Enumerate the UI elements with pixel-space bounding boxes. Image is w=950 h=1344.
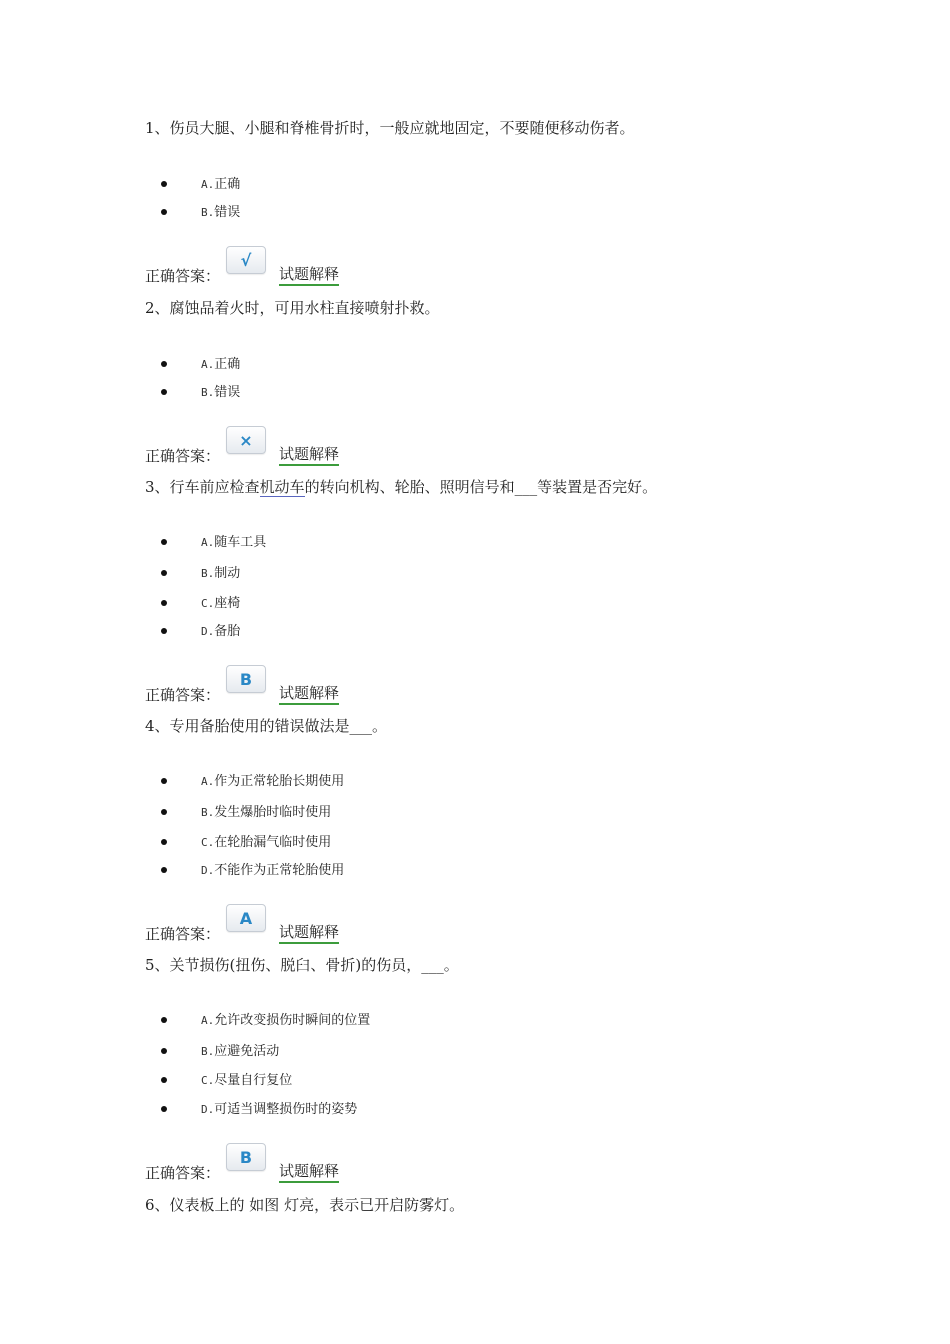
bullet-icon xyxy=(161,1017,167,1023)
option-letter: B. xyxy=(201,1045,215,1058)
option-letter: D. xyxy=(201,864,215,877)
answer-badge-a-icon: A xyxy=(226,904,266,932)
bullet-icon xyxy=(161,570,167,576)
question-1-text: 1、伤员大腿、小腿和脊椎骨折时，一般应就地固定，不要随便移动伤者。 xyxy=(145,119,635,137)
bullet-icon xyxy=(161,1106,167,1112)
explanation-link[interactable]: 试题解释 xyxy=(279,1161,339,1183)
option-letter: B. xyxy=(201,567,215,580)
option-letter: C. xyxy=(201,1074,215,1087)
option-letter: A. xyxy=(201,536,215,549)
option-text: 随车工具 xyxy=(214,535,267,550)
option-text: 正确 xyxy=(214,177,241,192)
question-1-option-b[interactable] xyxy=(0,203,600,223)
answer-label: 正确答案： xyxy=(145,1164,221,1182)
bullet-icon xyxy=(161,389,167,395)
option-text: 正确 xyxy=(214,357,241,372)
bullet-icon xyxy=(161,1077,167,1083)
question-3-option-b[interactable] xyxy=(0,564,600,584)
question-5-answer-row xyxy=(145,1143,445,1183)
option-text: 错误 xyxy=(214,385,241,400)
explanation-link[interactable]: 试题解释 xyxy=(279,683,339,705)
question-1-option-a[interactable] xyxy=(0,175,600,195)
question-5-option-c[interactable] xyxy=(0,1071,600,1091)
explanation-link[interactable]: 试题解释 xyxy=(279,922,339,944)
option-text: 可适当调整损伤时的姿势 xyxy=(214,1102,358,1117)
option-text: 座椅 xyxy=(214,596,241,611)
question-4-answer-row xyxy=(145,904,445,944)
bullet-icon xyxy=(161,539,167,545)
option-letter: A. xyxy=(201,178,215,191)
option-letter: B. xyxy=(201,806,215,819)
bullet-icon xyxy=(161,839,167,845)
option-letter: C. xyxy=(201,836,215,849)
option-letter: C. xyxy=(201,597,215,610)
option-text: 在轮胎漏气临时使用 xyxy=(214,835,332,850)
bullet-icon xyxy=(161,628,167,634)
question-2-answer-row xyxy=(145,426,445,466)
option-text: 应避免活动 xyxy=(214,1044,280,1059)
question-6-text: 6、仪表板上的 如图 灯亮，表示已开启防雾灯。 xyxy=(145,1196,465,1214)
bullet-icon xyxy=(161,181,167,187)
bullet-icon xyxy=(161,778,167,784)
bullet-icon xyxy=(161,1048,167,1054)
question-5-option-b[interactable] xyxy=(0,1042,600,1062)
vehicle-link[interactable]: 机动车 xyxy=(259,478,305,496)
explanation-link[interactable]: 试题解释 xyxy=(279,444,339,466)
option-letter: A. xyxy=(201,1014,215,1027)
question-3-option-a[interactable] xyxy=(0,533,600,553)
option-letter: B. xyxy=(201,386,215,399)
option-text: 作为正常轮胎长期使用 xyxy=(214,774,345,789)
question-4-option-c[interactable] xyxy=(0,833,600,853)
question-5-option-a[interactable] xyxy=(0,1011,600,1031)
question-2-option-a[interactable] xyxy=(0,355,600,375)
option-text: 制动 xyxy=(214,566,241,581)
question-3-option-c[interactable] xyxy=(0,594,600,614)
question-4-option-d[interactable] xyxy=(0,861,600,881)
option-text: 不能作为正常轮胎使用 xyxy=(214,863,345,878)
question-5-text: 5、关节损伤(扭伤、脱臼、骨折)的伤员，___。 xyxy=(145,956,459,974)
explanation-link[interactable]: 试题解释 xyxy=(279,264,339,286)
answer-label: 正确答案： xyxy=(145,267,221,285)
bullet-icon xyxy=(161,361,167,367)
answer-badge-b-icon: B xyxy=(226,1143,266,1171)
question-1-answer-row xyxy=(145,246,445,286)
question-3-option-d[interactable] xyxy=(0,622,600,642)
answer-badge-cross-icon: × xyxy=(226,426,266,454)
question-5-option-d[interactable] xyxy=(0,1100,600,1120)
option-text: 错误 xyxy=(214,205,241,220)
option-text: 允许改变损伤时瞬间的位置 xyxy=(214,1013,371,1028)
option-text: 尽量自行复位 xyxy=(214,1073,293,1088)
option-text: 发生爆胎时临时使用 xyxy=(214,805,332,820)
question-3-answer-row xyxy=(145,665,445,705)
bullet-icon xyxy=(161,867,167,873)
question-2-text: 2、腐蚀品着火时，可用水柱直接喷射扑救。 xyxy=(145,299,440,317)
option-letter: A. xyxy=(201,358,215,371)
option-letter: D. xyxy=(201,625,215,638)
option-letter: D. xyxy=(201,1103,215,1116)
answer-label: 正确答案： xyxy=(145,447,221,465)
question-4-option-b[interactable] xyxy=(0,803,600,823)
question-3-text: 3、行车前应检查机动车的转向机构、轮胎、照明信号和___等装置是否完好。 xyxy=(145,478,658,496)
bullet-icon xyxy=(161,209,167,215)
option-letter: B. xyxy=(201,206,215,219)
question-4-text: 4、专用备胎使用的错误做法是___。 xyxy=(145,717,388,735)
option-text: 备胎 xyxy=(214,624,241,639)
bullet-icon xyxy=(161,809,167,815)
question-4-option-a[interactable] xyxy=(0,772,600,792)
option-letter: A. xyxy=(201,775,215,788)
question-2-option-b[interactable] xyxy=(0,383,600,403)
answer-badge-check-icon: √ xyxy=(226,246,266,274)
answer-label: 正确答案： xyxy=(145,686,221,704)
answer-label: 正确答案： xyxy=(145,925,221,943)
answer-badge-b-icon: B xyxy=(226,665,266,693)
bullet-icon xyxy=(161,600,167,606)
